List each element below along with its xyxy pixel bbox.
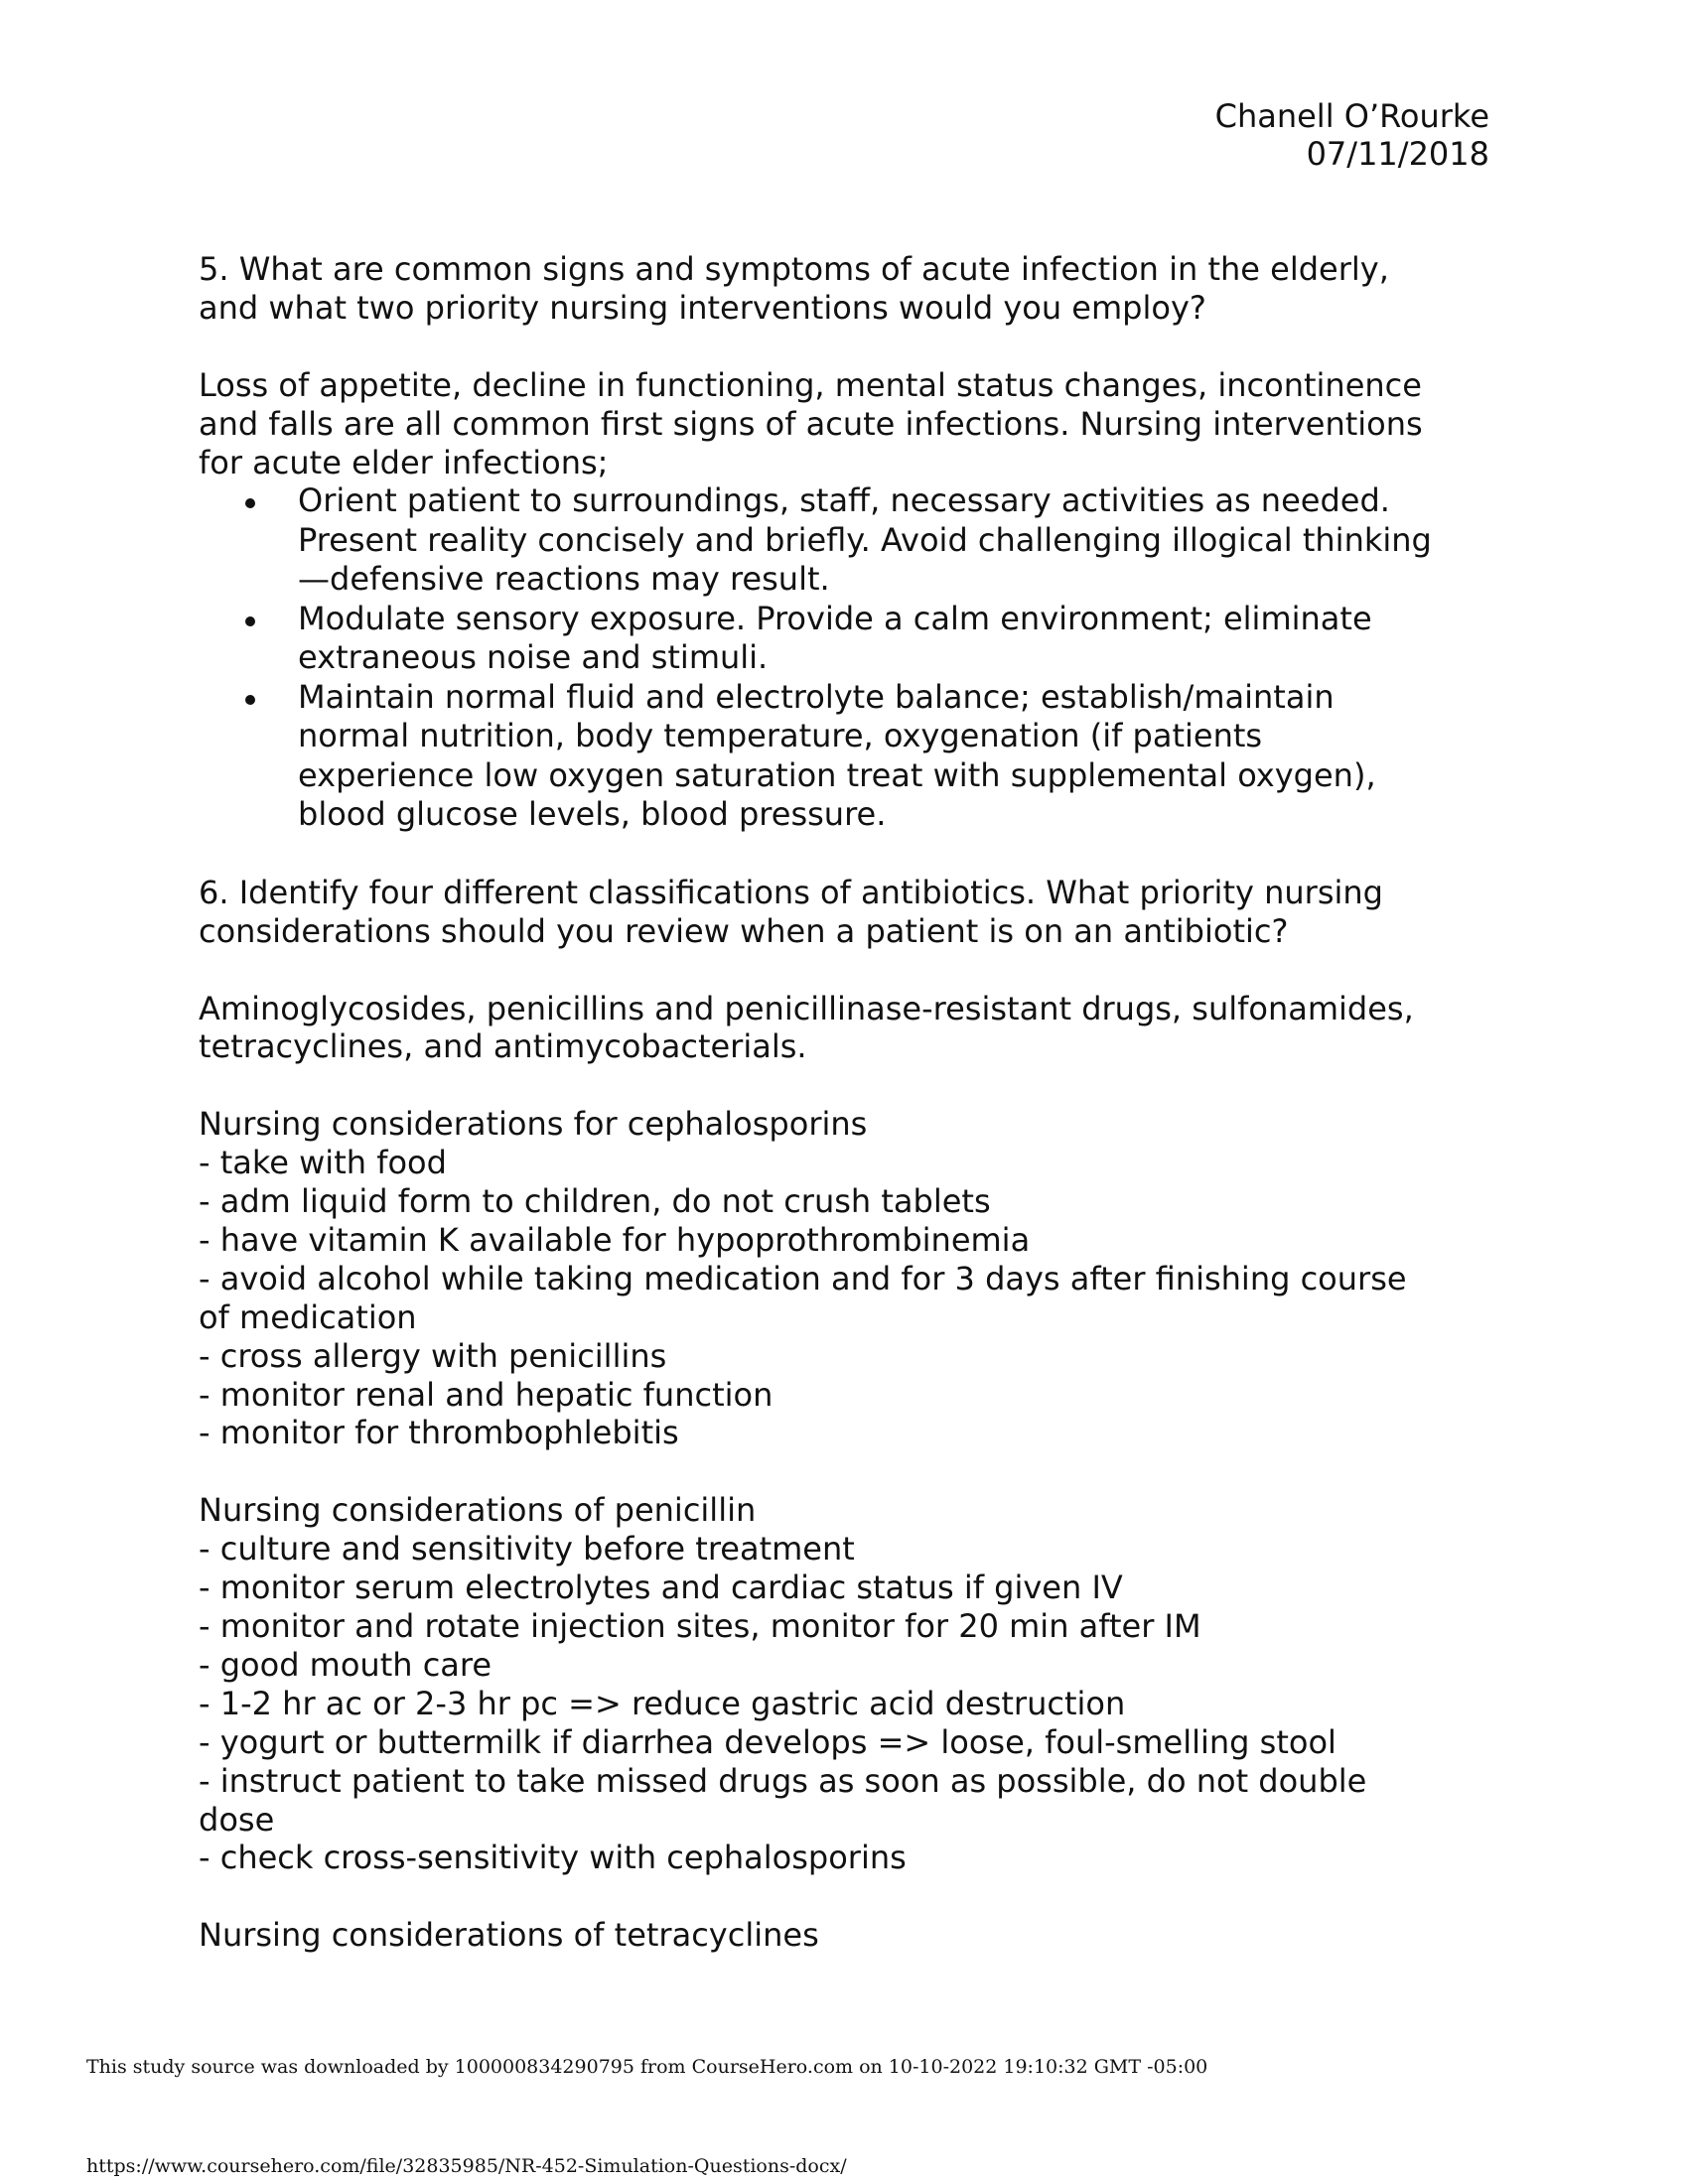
list-item-line: Orient patient to surroundings, staff, necessary activities as needed. — [298, 481, 1390, 520]
spacer — [199, 835, 1489, 874]
answer-6-line: tetracyclines, and antimycobacterials. — [199, 1027, 807, 1066]
list-item: - instruct patient to take missed drugs as soon as possible, do not double — [199, 1761, 1367, 1800]
spacer — [199, 1877, 1489, 1916]
list-item: - culture and sensitivity before treatment — [199, 1530, 855, 1569]
list-item: dose — [199, 1800, 275, 1839]
list-item: - monitor and rotate injection sites, monitor for 20 min after IM — [199, 1606, 1201, 1645]
answer-5 — [199, 366, 1489, 482]
bullet-icon — [245, 616, 255, 626]
question-6-line: 6. Identify four different classifications of antibiotics. What priority nursing — [199, 873, 1383, 911]
list-item: - monitor renal and hepatic function — [199, 1375, 774, 1414]
document-body — [199, 250, 1489, 1955]
list-item: - 1-2 hr ac or 2-3 hr pc => reduce gastric acid destruction — [199, 1684, 1126, 1722]
penicillin-section — [199, 1491, 1489, 1877]
section-heading: Nursing considerations of tetracyclines — [199, 1916, 819, 1955]
section-heading: Nursing considerations of penicillin — [199, 1491, 757, 1530]
answer-5-line: Loss of appetite, decline in functioning, mental status changes, incontinence — [199, 365, 1422, 404]
list-item — [298, 600, 1489, 678]
list-item-line: —defensive reactions may result. — [298, 560, 830, 599]
question-5-line: and what two priority nursing interventions would you employ? — [199, 288, 1206, 327]
list-item: - take with food — [199, 1144, 447, 1182]
list-item: - monitor serum electrolytes and cardiac status if given IV — [199, 1569, 1123, 1607]
list-item: - have vitamin K available for hypoprothrombinemia — [199, 1220, 1031, 1259]
answer-6-line: Aminoglycosides, penicillins and penicillinase-resistant drugs, sulfonamides, — [199, 989, 1414, 1027]
list-item: - monitor for thrombophlebitis — [199, 1414, 679, 1452]
spacer — [199, 328, 1489, 366]
list-item-line: blood glucose levels, blood pressure. — [298, 795, 887, 834]
list-item-line: Maintain normal fluid and electrolyte balance; establish/maintain — [298, 677, 1335, 716]
tetracyclines-section — [199, 1916, 1489, 1955]
list-item-line: experience low oxygen saturation treat with supplemental oxygen), — [298, 755, 1376, 794]
list-item — [298, 481, 1489, 600]
source-url-link[interactable]: https://www.coursehero.com/file/32835985/NR-452-Simulation-Questions-docx/ — [86, 2155, 847, 2177]
document-date: 07/11/2018 — [1306, 135, 1489, 173]
list-item: - check cross-sensitivity with cephalosporins — [199, 1839, 907, 1877]
list-item-line: Modulate sensory exposure. Provide a calm environment; eliminate — [298, 599, 1372, 637]
spacer — [199, 1452, 1489, 1491]
list-item-line: extraneous noise and stimuli. — [298, 638, 769, 677]
section-heading: Nursing considerations for cephalosporins — [199, 1105, 868, 1144]
answer-6 — [199, 990, 1489, 1067]
list-item: - good mouth care — [199, 1645, 492, 1684]
list-item — [298, 678, 1489, 835]
question-6-line: considerations should you review when a patient is on an antibiotic? — [199, 911, 1289, 950]
document-header — [1215, 97, 1489, 173]
download-notice: This study source was downloaded by 100000834290795 from CourseHero.com on 10-10-2022 19:10:32 GMT -05:00 — [86, 2056, 1208, 2078]
list-item: - yogurt or buttermilk if diarrhea develops => loose, foul-smelling stool — [199, 1722, 1336, 1761]
list-item: - adm liquid form to children, do not crush tablets — [199, 1182, 991, 1221]
cephalosporins-section — [199, 1105, 1489, 1452]
list-item-line: Present reality concisely and briefly. Avoid challenging illogical thinking — [298, 520, 1432, 559]
list-item: - avoid alcohol while taking medication and for 3 days after finishing course — [199, 1259, 1407, 1297]
question-5-line: 5. What are common signs and symptoms of acute infection in the elderly, — [199, 250, 1389, 288]
question-6 — [199, 874, 1489, 951]
list-item-line: normal nutrition, body temperature, oxygenation (if patients — [298, 717, 1263, 755]
spacer — [199, 1066, 1489, 1105]
interventions-list — [199, 481, 1489, 835]
answer-5-line: for acute elder infections; — [199, 443, 609, 481]
list-item: - cross allergy with penicillins — [199, 1336, 667, 1375]
bullet-icon — [245, 695, 255, 705]
bullet-icon — [245, 498, 255, 508]
answer-5-line: and falls are all common first signs of acute infections. Nursing interventions — [199, 404, 1423, 443]
author-name: Chanell O’Rourke — [1214, 97, 1489, 135]
question-5 — [199, 250, 1489, 328]
list-item: of medication — [199, 1297, 417, 1336]
spacer — [199, 951, 1489, 990]
